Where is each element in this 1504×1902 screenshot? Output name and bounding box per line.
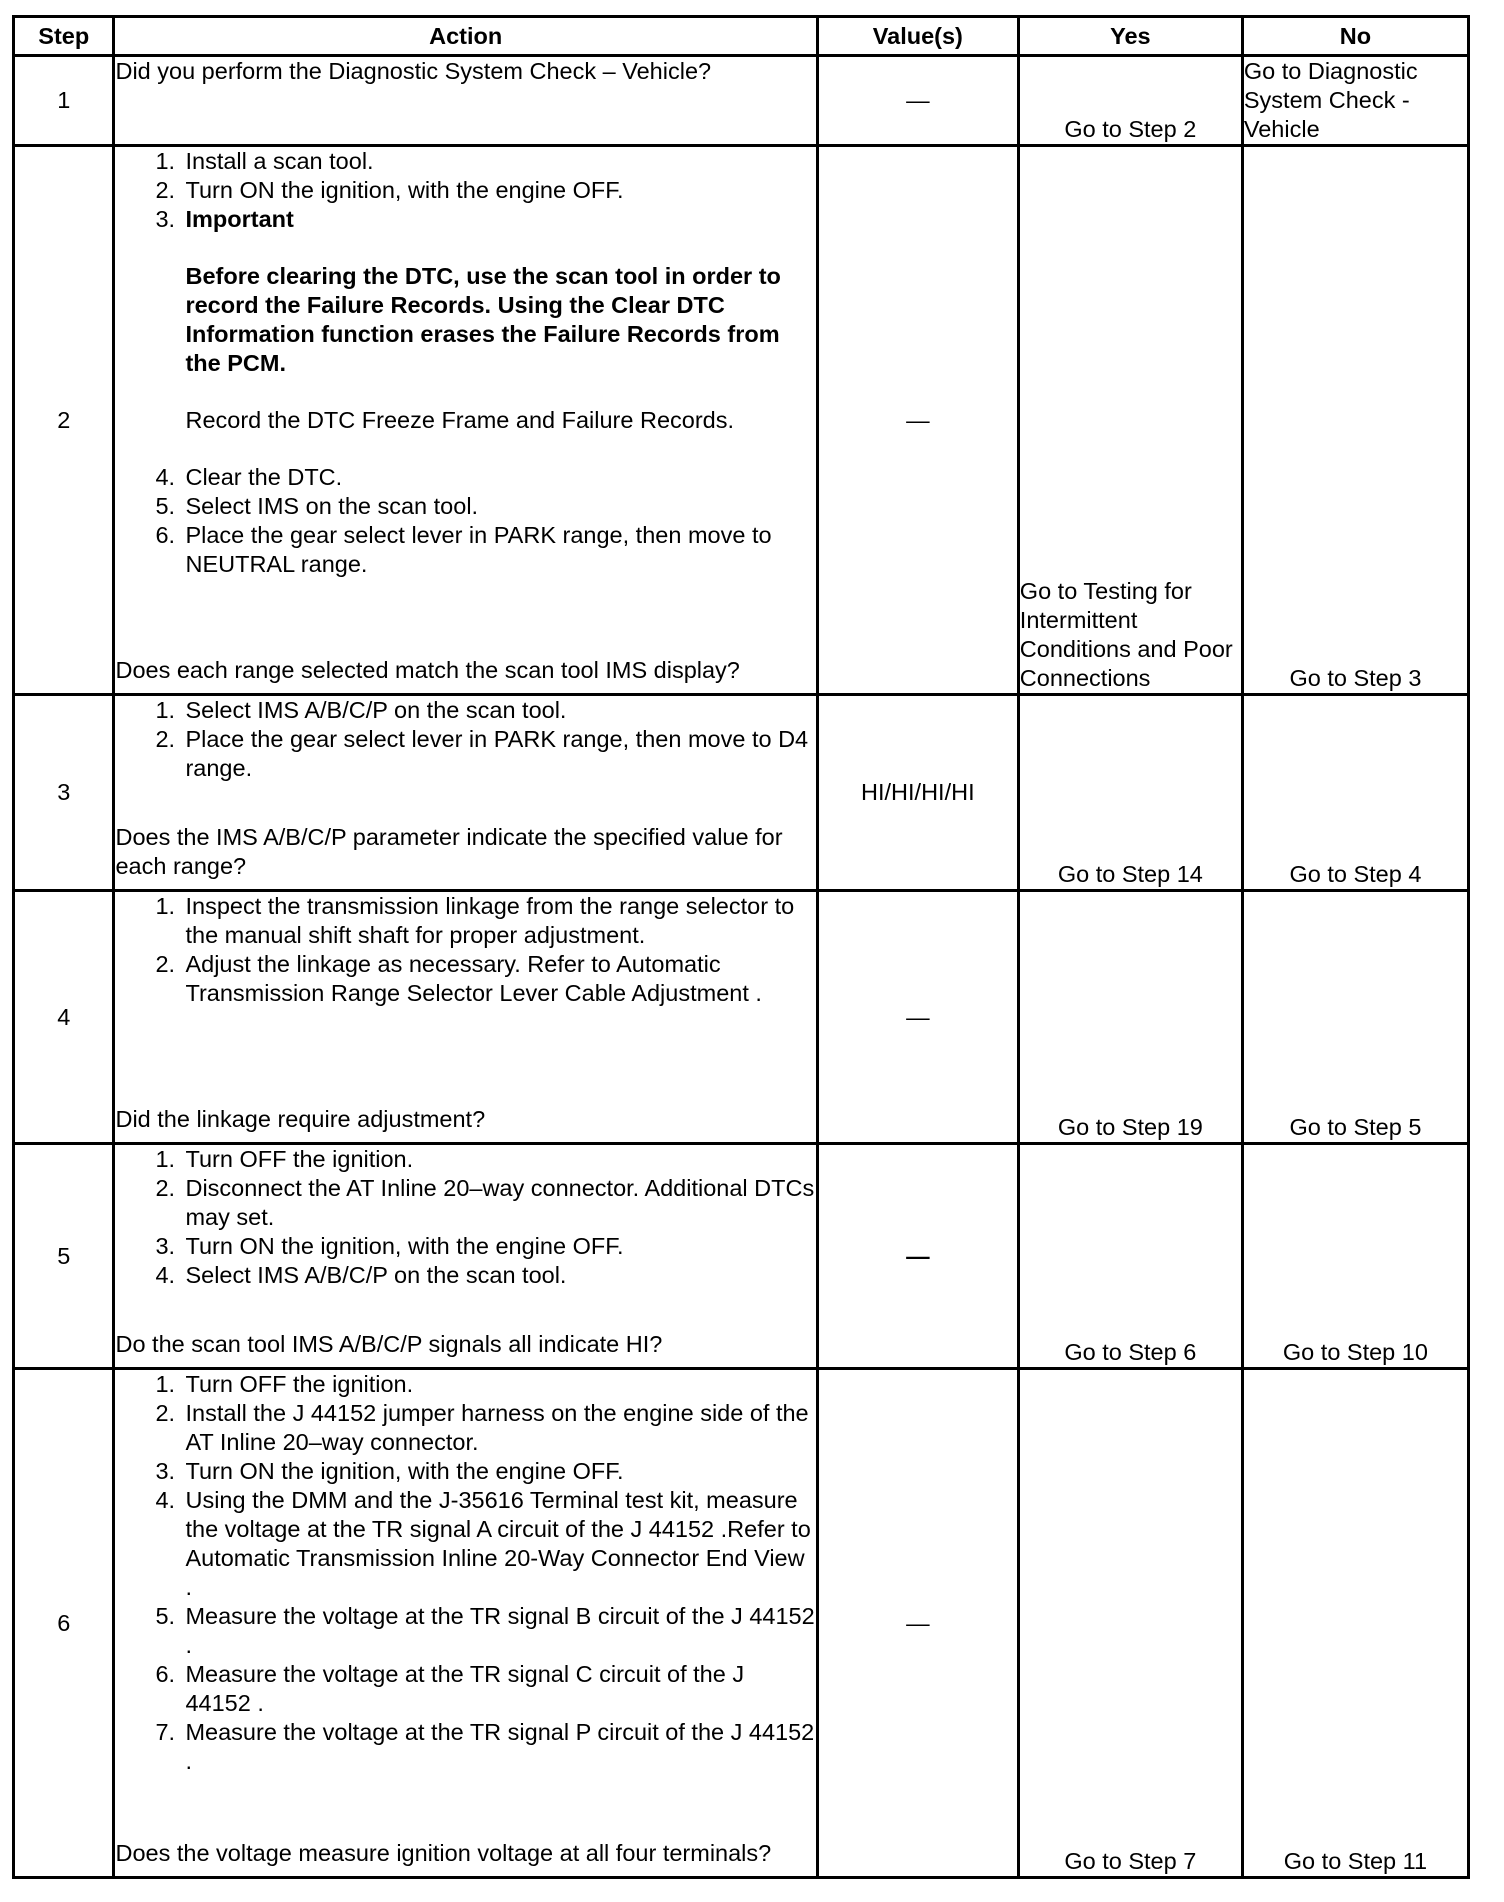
- table-row-step-6: [14, 1369, 1469, 1878]
- yes-cell[interactable]: Go to Testing for Intermittent Conditions and Poor Connections: [1018, 146, 1242, 695]
- important-note: Before clearing the DTC, use the scan tool in order to record the Failure Records. Using the Clear DTC Information function erases the Failure Records from the PCM.: [185, 263, 781, 376]
- step-number: 5: [14, 1144, 114, 1369]
- header-values: Value(s): [817, 17, 1018, 56]
- step-number: 6: [14, 1369, 114, 1878]
- action-steps: [115, 147, 815, 579]
- header-yes: Yes: [1018, 17, 1242, 56]
- no-cell[interactable]: Go to Step 3: [1242, 146, 1468, 695]
- list-item: 5. Measure the voltage at the TR signal B circuit of the J 44152 .: [155, 1603, 815, 1658]
- table-row-step-3: [14, 695, 1469, 891]
- list-item: 4. Clear the DTC.: [155, 464, 343, 490]
- list-item: 4. Using the DMM and the J-35616 Terminal test kit, measure the voltage at the TR signal A circuit of the J 44152 .Refer to Automatic Transmission Inline 20-Way Connector End View .: [155, 1487, 811, 1600]
- action-steps: [115, 1145, 815, 1290]
- step-number: 1: [14, 56, 114, 146]
- action-cell: [114, 1144, 817, 1369]
- value-cell: —: [817, 1144, 1018, 1369]
- value-cell: —: [817, 146, 1018, 695]
- value-cell: —: [817, 56, 1018, 146]
- action-steps: [115, 696, 815, 783]
- header-step: Step: [14, 17, 114, 56]
- value-cell: —: [817, 1369, 1018, 1878]
- question-text: Does the IMS A/B/C/P parameter indicate the specified value for each range?: [115, 824, 783, 879]
- header-no: No: [1242, 17, 1468, 56]
- action-steps: [115, 892, 815, 1008]
- question-text: Does the voltage measure ignition voltage at all four terminals?: [115, 1840, 772, 1866]
- table-row-step-5: [14, 1144, 1469, 1369]
- action-cell: [114, 1369, 817, 1878]
- yes-cell[interactable]: Go to Step 2: [1018, 56, 1242, 146]
- important-heading: Important: [185, 206, 294, 232]
- action-cell: [114, 695, 817, 891]
- list-item: 1. Turn OFF the ignition.: [155, 1146, 414, 1172]
- list-item: 2. Turn ON the ignition, with the engine OFF.: [155, 177, 624, 203]
- step-number: 2: [14, 146, 114, 695]
- list-item: 4. Select IMS A/B/C/P on the scan tool.: [155, 1262, 567, 1288]
- header-row: [14, 17, 1469, 56]
- no-cell[interactable]: Go to Step 10: [1242, 1144, 1468, 1369]
- step-number: 4: [14, 891, 114, 1144]
- no-cell[interactable]: Go to Diagnostic System Check - Vehicle: [1242, 56, 1468, 146]
- list-item: 6. Place the gear select lever in PARK range, then move to NEUTRAL range.: [155, 522, 772, 577]
- action-steps: [115, 1370, 815, 1776]
- list-item: 6. Measure the voltage at the TR signal C circuit of the J 44152 .: [155, 1661, 745, 1716]
- list-item: 2. Install the J 44152 jumper harness on the engine side of the AT Inline 20–way connector.: [155, 1400, 809, 1455]
- list-item: 2. Disconnect the AT Inline 20–way connector. Additional DTCs may set.: [155, 1175, 815, 1230]
- list-item: 5. Select IMS on the scan tool.: [155, 493, 479, 519]
- no-cell[interactable]: Go to Step 11: [1242, 1369, 1468, 1878]
- table-row-step-4: [14, 891, 1469, 1144]
- table-row-step-2: [14, 146, 1469, 695]
- action-cell: [114, 146, 817, 695]
- action-cell: [114, 891, 817, 1144]
- list-item: 1. Select IMS A/B/C/P on the scan tool.: [155, 697, 567, 723]
- step-number: 3: [14, 695, 114, 891]
- action-cell: [114, 56, 817, 146]
- question-text: Did you perform the Diagnostic System Check – Vehicle?: [115, 58, 712, 84]
- yes-cell[interactable]: Go to Step 19: [1018, 891, 1242, 1144]
- list-item: 2. Place the gear select lever in PARK range, then move to D4 range.: [155, 726, 809, 781]
- value-cell: —: [817, 891, 1018, 1144]
- list-item: 1. Inspect the transmission linkage from the range selector to the manual shift shaft for proper adjustment.: [155, 893, 795, 948]
- table-row-step-1: [14, 56, 1469, 146]
- yes-cell[interactable]: Go to Step 6: [1018, 1144, 1242, 1369]
- yes-cell[interactable]: Go to Step 14: [1018, 695, 1242, 891]
- list-item: 1. Turn OFF the ignition.: [155, 1371, 414, 1397]
- list-item: 7. Measure the voltage at the TR signal P circuit of the J 44152 .: [155, 1719, 815, 1774]
- header-action: Action: [114, 17, 817, 56]
- list-item: 2. Adjust the linkage as necessary. Refer to Automatic Transmission Range Selector Lever Cable Adjustment .: [155, 951, 762, 1006]
- diagnostic-table: [12, 15, 1470, 1879]
- yes-cell[interactable]: Go to Step 7: [1018, 1369, 1242, 1878]
- question-text: Did the linkage require adjustment?: [115, 1106, 486, 1132]
- no-cell[interactable]: Go to Step 5: [1242, 891, 1468, 1144]
- value-cell: HI/HI/HI/HI: [817, 695, 1018, 891]
- important-record: Record the DTC Freeze Frame and Failure Records.: [185, 407, 735, 433]
- list-item: 3. Important Before clearing the DTC, use the scan tool in order to record the Failure Records. Using the Clear DTC Information function erases the Failure Records from the PCM. Record the DTC Freeze Frame and Failure Records.: [115, 205, 815, 463]
- list-item: 3. Turn ON the ignition, with the engine OFF.: [155, 1233, 624, 1259]
- question-text: Do the scan tool IMS A/B/C/P signals all indicate HI?: [115, 1331, 663, 1357]
- question-text: Does each range selected match the scan tool IMS display?: [115, 657, 740, 683]
- no-cell[interactable]: Go to Step 4: [1242, 695, 1468, 891]
- list-item: 1. Install a scan tool.: [155, 148, 374, 174]
- list-item: 3. Turn ON the ignition, with the engine OFF.: [155, 1458, 624, 1484]
